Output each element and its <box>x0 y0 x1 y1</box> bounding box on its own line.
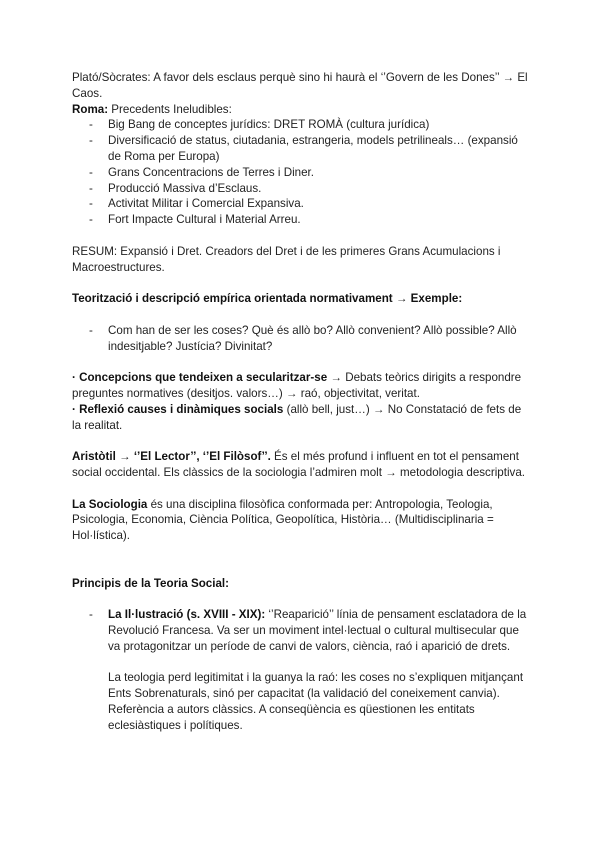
roma-list <box>72 117 532 228</box>
principis-heading-text: Principis de la Teoria Social: <box>72 576 229 590</box>
sociologia-bold: La Sociologia <box>72 497 148 511</box>
sociologia-paragraph <box>72 497 532 544</box>
plato-paragraph: Plató/Sòcrates: A favor dels esclaus perquè sino hi haurà el ‘’Govern de les Dones’’ → El Caos. <box>72 71 528 100</box>
reflexio-text: (allò bell, just…) → No Constatació de fets de la realitat. <box>72 402 522 432</box>
aristotil-text: És el més profund i influent en tot el pensament social occidental. Els clàssics de la sociologia l’admiren molt → metodologia descriptiva. <box>72 450 526 479</box>
illustracio-paragraph-2: La teologia perd legitimitat i la guanya la raó: les coses no s’expliquen mitjançant Ents Sobrenaturals, sinó per capacitat (la validació del coneixement canvia). Referència a autors clàssics. A conseqüència es qüestionen les entitats eclesiàstiques i polítiques. <box>108 671 524 732</box>
teoritzacio-heading-text: Teorització i descripció empírica orientada normativament → Exemple: <box>72 292 463 306</box>
concepcions-text: → Debats teòrics dirigits a respondre preguntes normatives (desitjos. valors…) → raó, objectivitat, veritat. <box>72 371 522 400</box>
roma-text: Precedents Ineludibles: <box>108 102 232 116</box>
principis-heading <box>72 576 532 592</box>
teoritzacio-list <box>72 323 532 355</box>
aristotil-bold: Aristòtil → ‘’El Lector’’, ‘’El Filòsof’’. <box>72 450 271 464</box>
sociologia-text: és una disciplina filosòfica conformada per: Antropologia, Teologia, Psicologia, Economia, Ciència Política, Geopolítica, Història… (Multidisciplinaria = Hol·lística). <box>72 497 494 543</box>
list-item: - Grans Concentracions de Terres i Diner. <box>72 165 532 181</box>
illustracio-bold: La Il·lustració (s. XVIII - XIX): <box>108 608 266 622</box>
resum-paragraph: RESUM: Expansió i Dret. Creadors del Dret i de les primeres Grans Acumulacions i Macroestructures. <box>72 244 501 274</box>
reflexio-bold: · Reflexió causes i dinàmiques socials <box>72 402 284 416</box>
principis-list <box>72 607 532 654</box>
list-item: - Com han de ser les coses? Què és allò bo? Allò convenient? Allò possible? Allò indesitjable? Justícia? Divinitat? <box>72 323 532 355</box>
document-page <box>72 70 532 733</box>
roma-label: Roma: <box>72 102 109 116</box>
reflexio-paragraph <box>72 402 532 434</box>
list-item <box>72 607 532 654</box>
list-item: - Producció Massiva d’Esclaus. <box>72 181 532 197</box>
list-item: - Fort Impacte Cultural i Material Arreu. <box>72 212 532 228</box>
aristotil-paragraph <box>72 449 532 481</box>
illustracio-text: ‘’Reaparició’’ línia de pensament esclatadora de la Revolució Francesa. Va ser un moviment intel·lectual o cultural multisecular que va protagonitzar un període de canvi de valors, ciència, raó i aparició de drets. <box>108 608 527 653</box>
concepcions-bold: · Concepcions que tendeixen a secularitzar-se <box>72 371 328 385</box>
list-item: - Big Bang de conceptes jurídics: DRET ROMÀ (cultura jurídica) <box>72 117 532 133</box>
roma-heading <box>72 102 532 118</box>
list-item: - Activitat Militar i Comercial Expansiva. <box>72 196 532 212</box>
teoritzacio-heading <box>72 291 532 307</box>
concepcions-paragraph <box>72 370 532 402</box>
list-item: - Diversificació de status, ciutadania, estrangeria, models petrilineals… (expansió de Roma per Europa) <box>72 133 532 165</box>
